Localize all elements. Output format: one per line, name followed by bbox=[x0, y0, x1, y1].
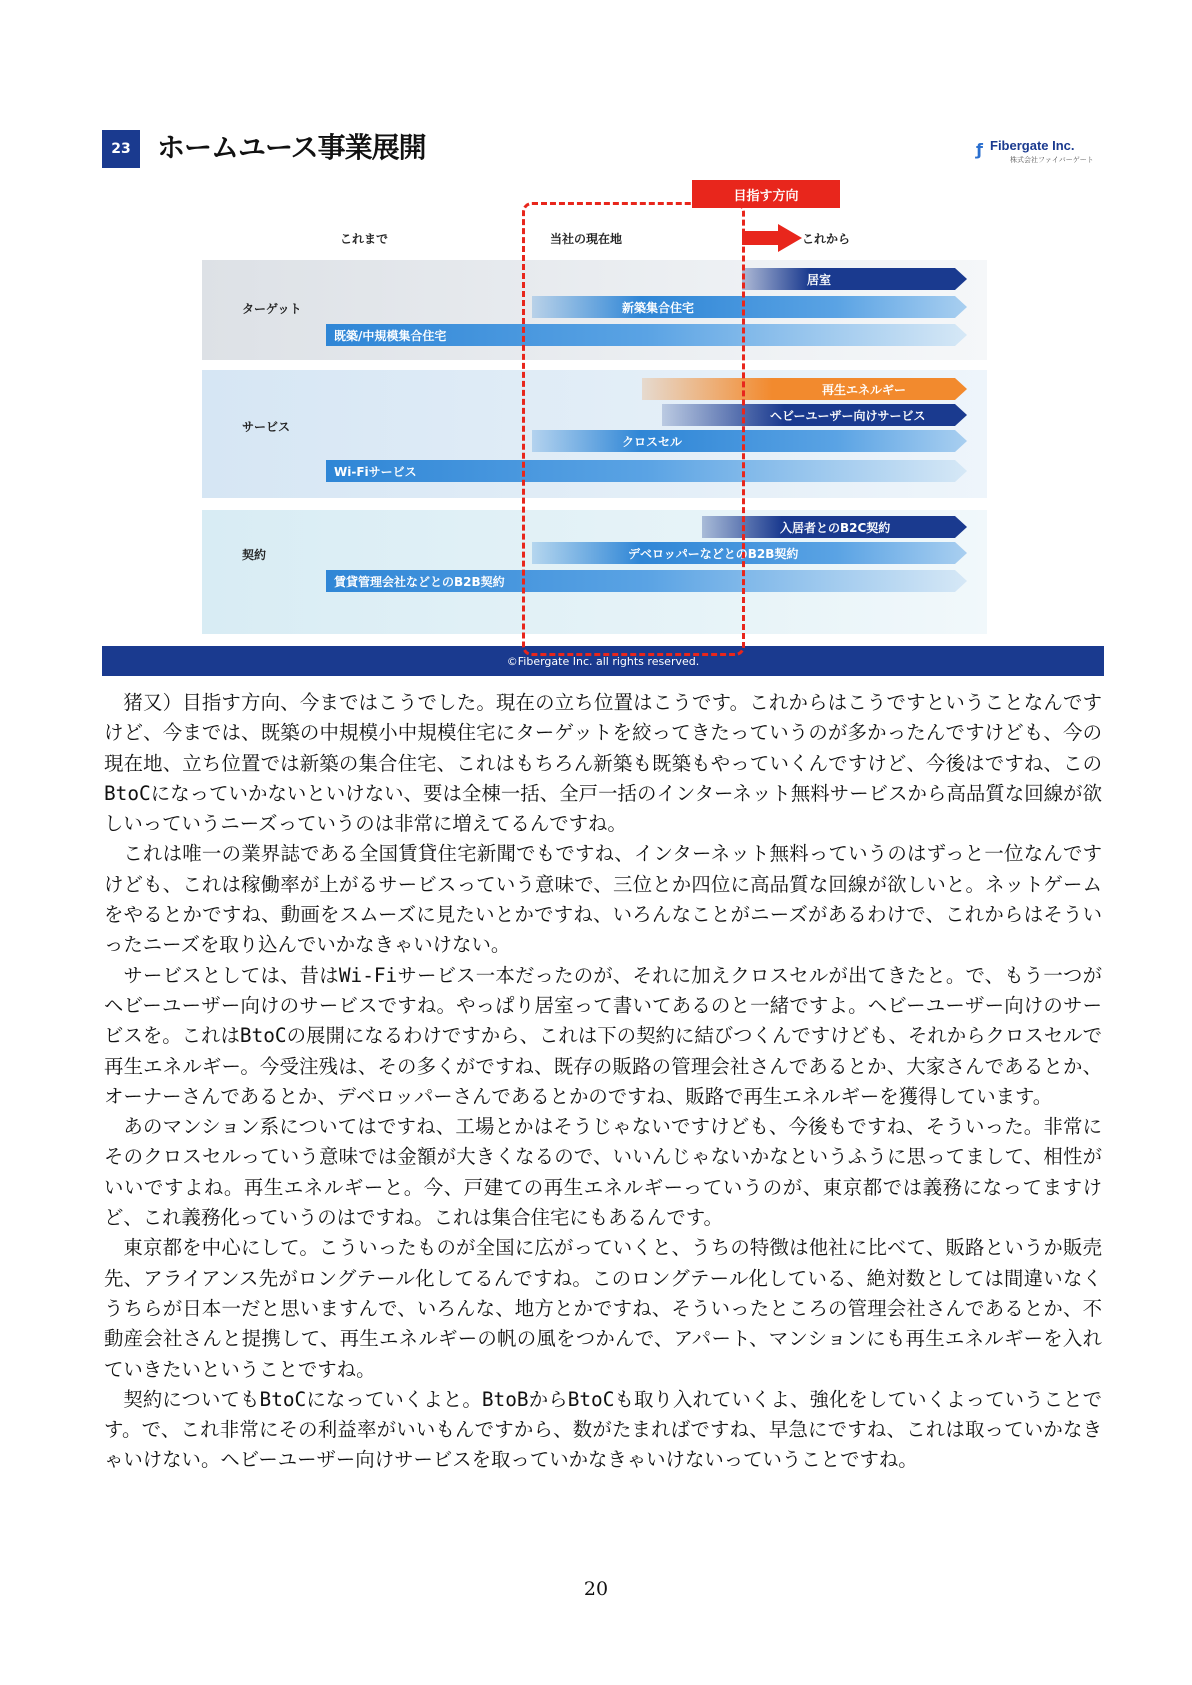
bar-b2c-contract bbox=[780, 516, 890, 538]
bar-room bbox=[807, 268, 831, 290]
paragraph: あのマンション系についてはですね、工場とかはそうじゃないですけども、今後もですね、そういった。非常にそのクロスセルっていう意味では金額が大きくなるので、いいんじゃないかなというふうに思ってまして、相性がいいですよね。再生エネルギーと。今、戸建ての再生エネルギーっていうのが、東京都では義務になってますけど、これ義務化っていうのはですね。これは集合住宅にもあるんです。 bbox=[104, 1115, 1102, 1230]
bar-label: 賃貸管理会社などとのB2B契約 bbox=[334, 574, 505, 589]
bar-b2b-management-contract bbox=[334, 570, 505, 592]
page-number: 20 bbox=[583, 1578, 609, 1600]
direction-arrow-icon bbox=[742, 224, 802, 252]
row-label-target: ターゲット bbox=[242, 302, 302, 316]
direction-label: 目指す方向 bbox=[692, 180, 840, 208]
bar-label: 既築/中規模集合住宅 bbox=[334, 328, 447, 343]
slide-number: 23 bbox=[102, 130, 140, 168]
row-label-service: サービス bbox=[242, 420, 291, 434]
bar-label: 新築集合住宅 bbox=[622, 300, 695, 315]
bar-shape bbox=[742, 268, 967, 290]
transcript-body bbox=[104, 688, 1102, 1476]
col-head-future: これから bbox=[802, 232, 851, 246]
company-logo bbox=[976, 138, 1096, 168]
paragraph: 猪又）目指す方向、今まではこうでした。現在の立ち位置はこうです。これからはこうですということなんですけど、今までは、既築の中規模小中規模住宅にターゲットを絞ってきたっていうのが多かったんですけども、今の現在地、立ち位置では新築の集合住宅、これはもちろん新築も既築もやっていくんですけど、今後はですね、このBtoCになっていかないといけない、要は全棟一括、全戸一括のインターネット無料サービスから高品質な回線が欲しいっていうニーズっていうのは非常に増えてるんですね。 bbox=[104, 691, 1102, 836]
logo-icon: ƒ bbox=[976, 140, 983, 159]
slide-title: ホームユース事業展開 bbox=[157, 131, 426, 164]
bar-label: デベロッパーなどとのB2B契約 bbox=[628, 546, 799, 561]
bar-label: 再生エネルギー bbox=[822, 382, 907, 397]
paragraph: 契約についてもBtoCになっていくよと。BtoBからBtoCも取り入れていくよ、強化をしていくよっていうことです。で、これ非常にその利益率がいいもんですから、数がたまればですね、早急にですね、これは取っていかなきゃいけない。ヘビーユーザー向けサービスを取っていかなきゃいけないっていうことですね。 bbox=[104, 1387, 1102, 1472]
paragraph: サービスとしては、昔はWi-Fiサービス一本だったのが、それに加えクロスセルが出てきたと。で、もう一つがヘビーユーザー向けのサービスですね。やっぱり居室って書いてあるのと一緒ですよ。ヘビーユーザー向けのサービスを。これはBtoCの展開になるわけですから、これは下の契約に結びつくんですけども、それからクロスセルで再生エネルギー。今受注残は、その多くがですね、既存の販路の管理会社さんであるとか、大家さんであるとか、オーナーさんであるとか、デベロッパーさんであるとかのですね、販路で再生エネルギーを獲得しています。 bbox=[104, 963, 1102, 1108]
paragraph: これは唯一の業界誌である全国賃貸住宅新聞でもですね、インターネット無料っていうのはずっと一位なんですけども、これは稼働率が上がるサービスっていう意味で、三位とか四位に高品質な回線が欲しいと。ネットゲームをやるとかですね、動画をスムーズに見たいとかですね、いろんなことがニーズがあるわけで、これからはそういったニーズを取り込んでいかなきゃいけない。 bbox=[104, 842, 1102, 957]
logo-name: Fibergate Inc. bbox=[990, 138, 1075, 153]
col-head-past: これまで bbox=[340, 232, 389, 246]
bar-label: Wi-Fiサービス bbox=[334, 464, 417, 479]
bar-existing-apartment bbox=[334, 324, 446, 346]
paragraph: 東京都を中心にして。こういったものが全国に広がっていくと、うちの特徴は他社に比べて、販路というか販売先、アライアンス先がロングテール化してるんですね。このロングテール化している、絶対数としては間違いなくうちらが日本一だと思いますんで、いろんな、地方とかですね、そういったところの管理会社さんであるとか、不動産会社さんと提携して、再生エネルギーの帆の風をつかんで、アパート、マンションにも再生エネルギーを入れていきたいということですね。 bbox=[104, 1236, 1102, 1381]
bar-label: 入居者とのB2C契約 bbox=[780, 520, 891, 535]
bar-heavy-user-service bbox=[770, 404, 926, 426]
row-label-contract: 契約 bbox=[242, 548, 267, 562]
bar-label: 居室 bbox=[807, 272, 832, 287]
bar-label: ヘビーユーザー向けサービス bbox=[770, 408, 926, 423]
slide-footer: ©Fibergate Inc. all rights reserved. bbox=[102, 646, 1104, 676]
current-position-frame bbox=[522, 202, 745, 656]
bar-renewable-energy bbox=[822, 378, 906, 400]
bar-label: クロスセル bbox=[622, 434, 683, 449]
col-head-current: 当社の現在地 bbox=[550, 232, 623, 246]
bar-wifi-service bbox=[334, 460, 417, 482]
slide bbox=[102, 118, 1104, 674]
logo-sub: 株式会社ファイバーゲート bbox=[1010, 156, 1094, 164]
